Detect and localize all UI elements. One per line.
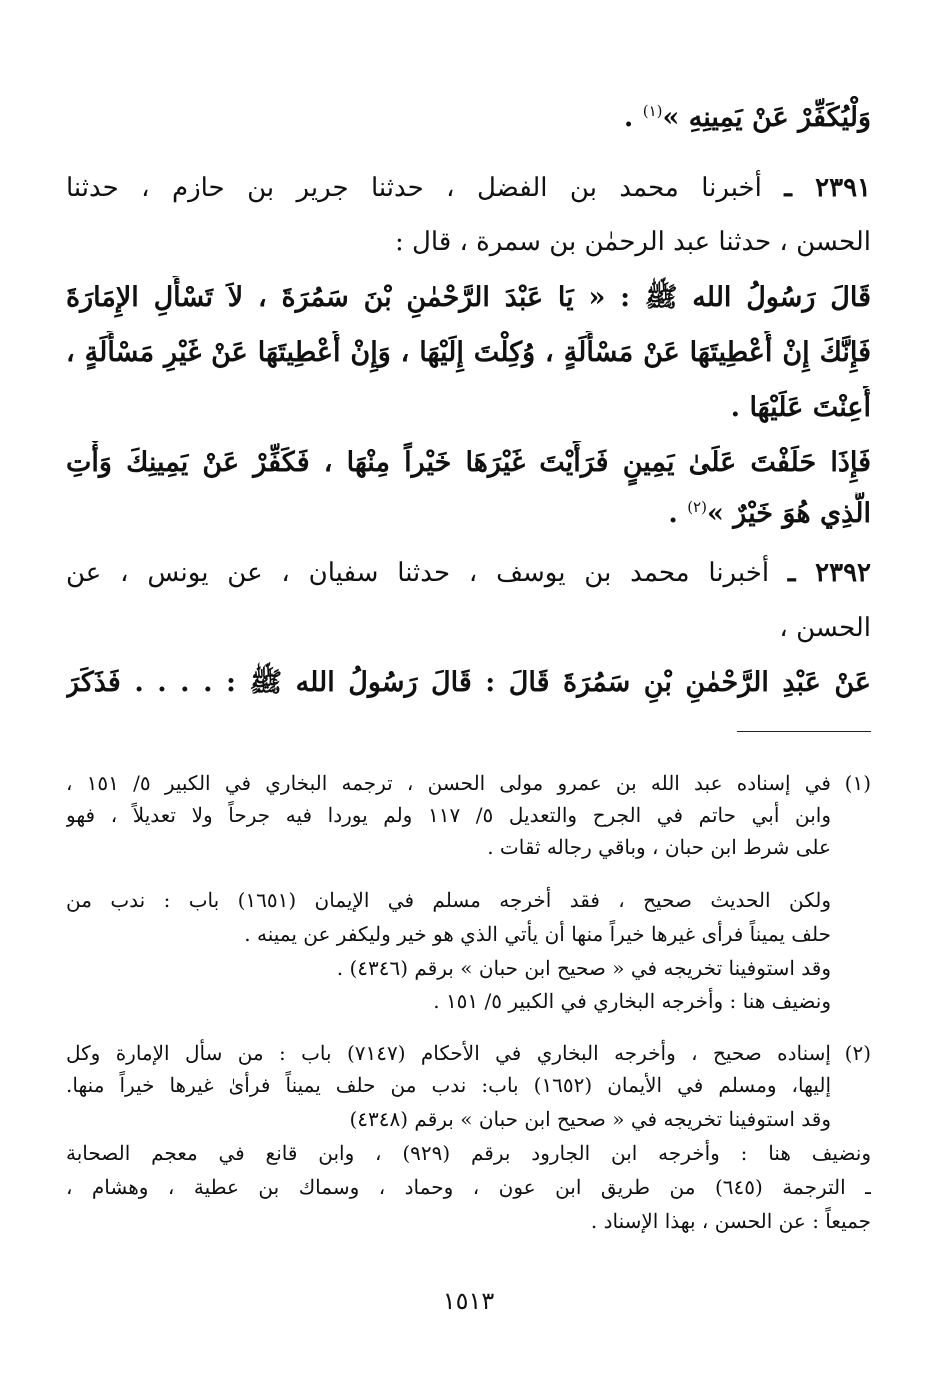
isnad-text: أخبرنا محمد بن الفضل ، حدثنا جرير بن حازم ، حدثنا [66, 173, 785, 203]
footnote-line: إسناده صحيح ، وأخرجه البخاري في الأحكام (٧١٤٧) باب : من سأل الإمارة وكل [66, 1041, 831, 1065]
isnad-text: الحسن ، حدثنا عبد الرحمٰن بن سمرة ، قال : [394, 227, 871, 257]
footnote-ref-2: (٢) [687, 498, 707, 516]
matn-text: فَإِذَا حَلَفْتَ عَلَىٰ يَمِينٍ فَرَأَيْتَ غَيْرَهَا خَيْراً مِنْهَا ، فَكَفِّرْ عَنْ يَمِينِكَ وَأْتِ [66, 447, 871, 478]
page-number: ١٥١٣ [442, 1287, 495, 1315]
text-end: . [623, 102, 643, 133]
hadith-2392-line-3 [66, 661, 871, 709]
hadith-2391-line-1 [66, 166, 871, 214]
hadith-2391-line-2 [66, 220, 871, 268]
hadith-number: ٢٣٩١ ـ [784, 173, 871, 203]
hadith-2391-line-7 [66, 492, 871, 540]
hadith-text: وَلْيُكَفِّرْ عَنْ يَمِينِهِ » [662, 102, 871, 133]
hadith-2391-line-4 [66, 331, 871, 379]
matn-text: الَّذِي هُوَ خَيْرٌ » [706, 498, 871, 529]
footnote-line: وابن أبي حاتم في الجرح والتعديل ٥/ ١١٧ ولم يوردا فيه جرحاً ولا تعديلاً ، فهو [66, 803, 831, 827]
footnote-2-marker: (٢) [844, 1041, 871, 1065]
footnote-line: حلف يميناً فرأى غيرها خيراً منها أن يأتي الذي هو خير وليكفر عن يمينه . [244, 922, 831, 946]
footnote-line: إليها، ومسلم في الأيمان (١٦٥٢) باب: ندب من حلف يميناً فرأىٰ غيرها خيراً منها. [66, 1073, 831, 1097]
text-end: . [668, 498, 688, 529]
matn-text: أُعِنْتَ عَلَيْهَا . [730, 392, 871, 423]
hadith-2392-line-2 [66, 606, 871, 654]
footnote-line: ونضيف هنا : وأخرجه البخاري في الكبير ٥/ ١٥١ . [433, 989, 831, 1013]
footnote-line: على شرط ابن حبان ، وباقي رجاله ثقات . [487, 835, 831, 859]
matn-text: قَالَ رَسُولُ الله ﷺ : « يَا عَبْدَ الرَّحْمٰنِ بْنَ سَمُرَةَ ، لاَ تَسْأَلِ الإِمَارَةَ [66, 282, 871, 313]
footnote-line: في إسناده عبد الله بن عمرو مولى الحسن ، ترجمه البخاري في الكبير ٥/ ١٥١ ، [66, 771, 831, 795]
hadith-2391-line-3 [66, 276, 871, 324]
isnad-text: الحسن ، [779, 613, 871, 643]
hadith-number: ٢٣٩٢ ـ [787, 558, 871, 588]
hadith-2392-line-1 [66, 551, 871, 599]
hadith-2391-line-5 [66, 386, 871, 434]
matn-text: عَنْ عَبْدِ الرَّحْمٰنِ بْنِ سَمُرَةَ قَالَ : قَالَ رَسُولُ الله ﷺ : . . . . فَذَكَرَ [66, 667, 871, 698]
footnote-line: وقد استوفينا تخريجه في « صحيح ابن حبان » برقم (٤٣٤٦) . [336, 956, 831, 980]
text-line [66, 96, 871, 144]
isnad-text: أخبرنا محمد بن يوسف ، حدثنا سفيان ، عن يونس ، عن [66, 558, 788, 588]
footnote-line: جميعاً : عن الحسن ، بهذا الإسناد . [590, 1209, 871, 1233]
footnote-line: ونضيف هنا : وأخرجه ابن الجارود برقم (٩٢٩) ، وابن قانع في معجم الصحابة [66, 1141, 871, 1165]
footnote-line: ولكن الحديث صحيح ، فقد أخرجه مسلم في الإيمان (١٦٥١) باب : ندب من [66, 888, 831, 912]
footnote-separator [737, 731, 871, 732]
hadith-2391-line-6 [66, 441, 871, 489]
footnote-line: وقد استوفينا تخريجه في « صحيح ابن حبان » برقم (٤٣٤٨) [349, 1107, 831, 1131]
footnote-line: ـ الترجمة (٦٤٥) من طريق ابن عون ، وحماد ، وسماك بن عطية ، وهشام ، [66, 1175, 871, 1199]
matn-text: فَإِنَّكَ إِنْ أُعْطِيتَهَا عَنْ مَسْأَلَةٍ ، وُكِلْتَ إِلَيْهَا ، وَإِنْ أُعْطِيتَهَا عَنْ غَيْرِ مَسْأَلَةٍ ، [66, 337, 871, 368]
footnote-1-marker: (١) [844, 771, 871, 795]
footnote-ref-1: (١) [642, 102, 663, 120]
